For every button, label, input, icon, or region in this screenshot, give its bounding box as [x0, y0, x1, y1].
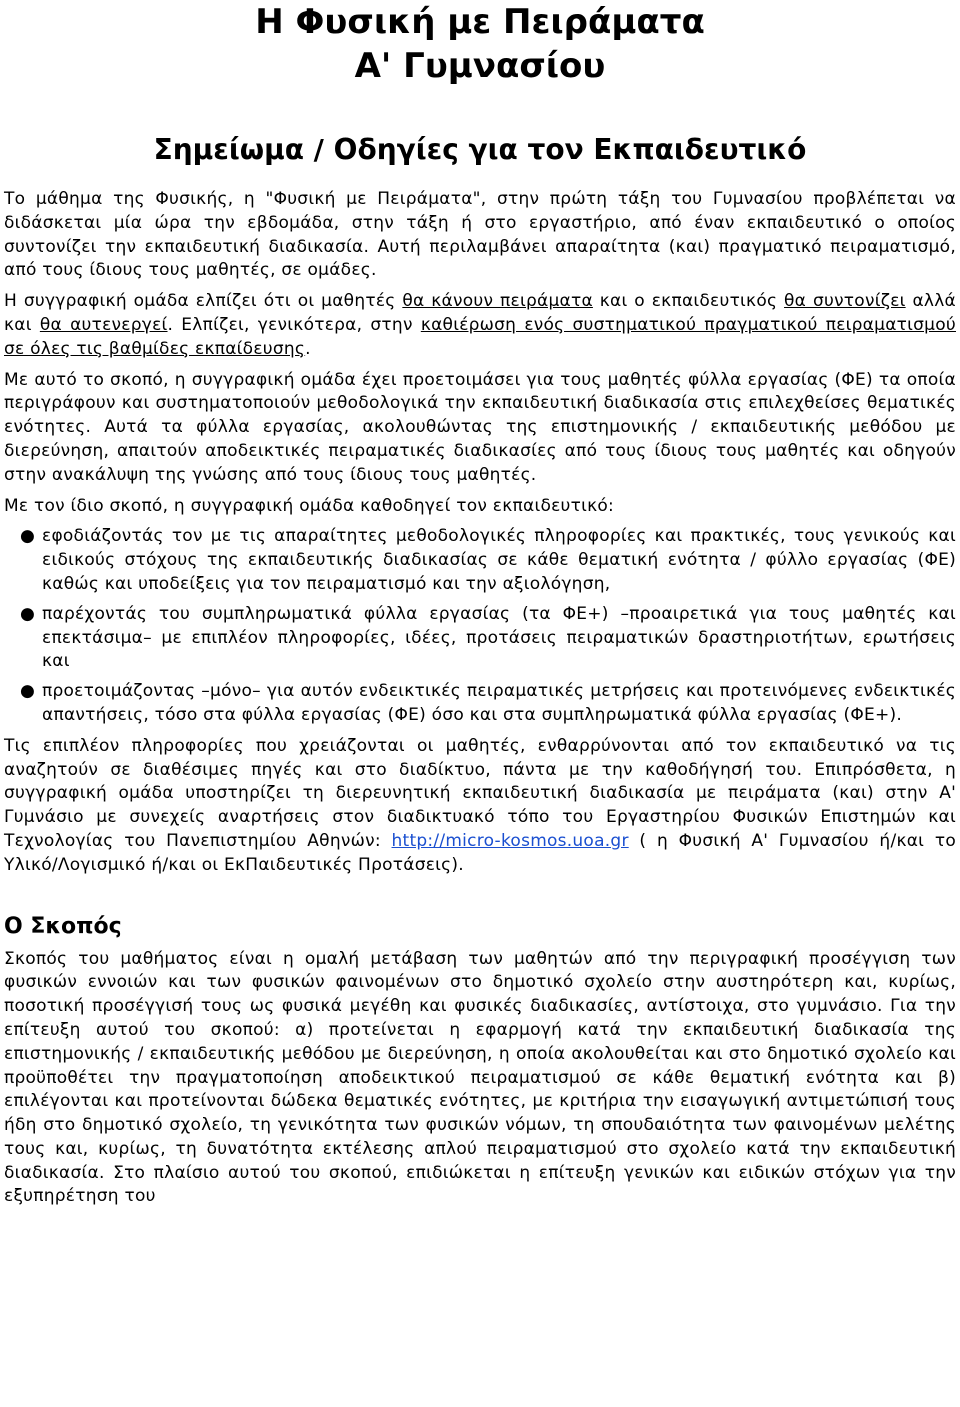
list-item [20, 603, 956, 674]
closing-paragraph [4, 735, 956, 878]
bullet-icon: ● [20, 526, 36, 547]
text-run: Η συγγραφική ομάδα ελπίζει ότι οι μαθητές [4, 291, 403, 312]
intro-paragraph-4: Με τον ίδιο σκοπό, η συγγραφική ομάδα καθοδηγεί τον εκπαιδευτικό: [4, 495, 615, 516]
intro-paragraph-1: Το μάθημα της Φυσικής, η "Φυσική με Πειράματα", στην πρώτη τάξη του Γυμνασίου προβλέπεται να διδάσκεται μία ώρα την εβδομάδα, στην τάξη ή στο εργαστήριο, από έναν εκπαιδευτικό ο οποίος συντονίζει την εκπαιδευτική διαδικασία. Αυτή περιλαμβάνει απαραίτητα (και) πραγματικό πειραματισμό, από τους ίδιους τους μαθητές, σε ομάδες. [4, 189, 956, 281]
bullet-icon: ● [20, 603, 36, 624]
list-item [20, 680, 956, 728]
list-item [20, 525, 956, 596]
title-line-2: Α' Γυμνασίου [354, 46, 606, 86]
section-heading-purpose: Ο Σκοπός [4, 913, 122, 939]
document-title [4, 0, 956, 88]
text-run: . [305, 338, 311, 359]
text-run: . Ελπίζει, γενικότερα, στην [167, 314, 421, 335]
underlined-phrase: θα κάνουν πειράματα [402, 291, 593, 312]
title-line-1: Η Φυσική με Πειράματα [255, 2, 705, 42]
purpose-paragraph: Σκοπός του μαθήματος είναι η ομαλή μετάβαση των μαθητών από την περιγραφική προσέγγιση των φυσικών εννοιών και των φυσικών φαινομένων στο δημοτικό σχολείο στην αυστηρότερη και, κυρίως, ποσοτική προσέγγισή τους ως φυσικά μεγέθη και φυσικές διαδικασίες, αντίστοιχα, στο γυμνάσιο. Για την επίτευξη αυτού του σκοπού: α) προτείνεται η εφαρμογή κατά την εκπαιδευτική διαδικασία της επιστημονικής / εκπαιδευτικής μεθόδου με διερεύνηση, η οποία ακολουθείται και στο δημοτικό σχολείο και προϋποθέτει την πραγματοποίηση αποδεικτικού πειραματισμού σε κάθε θεματική ενότητα και β) επιλέγονται και προτείνονται δώδεκα θεματικές ενότητες, με κριτήρια την εισαγωγική αντιμετώπισή τους ήδη στο δημοτικό σχολείο, τη γενικότητα των φυσικών νόμων, τη σπουδαιότητα των φαινομένων μελέτης τους και, κυρίως, τη δυνατότητα εκτέλεσης απλού πειραματισμού στο σχολείο κατά την εκπαιδευτική διαδικασία. Στο πλαίσιο αυτού του σκοπού, επιδιώκεται η επίτευξη γενικών και ειδικών στόχων για την εξυπηρέτηση του [4, 948, 956, 1207]
text-run: και ο εκπαιδευτικός [592, 291, 785, 312]
bullet-icon: ● [20, 681, 36, 702]
list-item-text: προετοιμάζοντας –μόνο– για αυτόν ενδεικτικές πειραματικές μετρήσεις και προτεινόμενες ενδεικτικές απαντήσεις, τόσο στα φύλλα εργασίας (ΦΕ) όσο και στα συμπληρωματικά φύλλα εργασίας (ΦΕ+). [42, 681, 956, 725]
underlined-phrase: θα συντονίζει [784, 291, 906, 312]
list-item-text: εφοδιάζοντάς τον με τις απαραίτητες μεθοδολογικές πληροφορίες και πρακτικές, τους γενικούς και ειδικούς στόχους της εκπαιδευτικής διαδικασίας σε κάθε θεματική ενότητα / φύλλο εργασίας (ΦΕ) καθώς και υποδείξεις για τον πειραματισμό και την αξιολόγηση, [42, 526, 956, 594]
website-link[interactable]: http://micro-kosmos.uoa.gr [391, 830, 629, 851]
intro-paragraph-2 [4, 290, 956, 361]
text-run: Τις επιπλέον πληροφορίες που χρειάζονται οι μαθητές, ενθαρρύνονται από τον εκπαιδευτικό να τις αναζητούν σε διαθέσιμες πηγές και στο διαδίκτυο, πάντα με την καθοδήγησή του. Επιπρόσθετα, η συγγραφική ομάδα υποστηρίζει τη διερευνητική εκπαιδευτική διαδικασία με πειράματα (και) στην Α' Γυμνάσιο με συνεχείς αναρτήσεις στον διαδικτυακό τόπο του Εργαστηρίου Φυσικών Επιστημών και Τεχνολογίας του Πανεπιστημίου Αθηνών: [4, 735, 956, 851]
underlined-phrase: καθιέρωση ενός συστηματικού πραγματικού πειραματισμού σε όλες τις βαθμίδες εκπαίδευσης [4, 314, 956, 359]
document-subtitle: Σημείωμα / Οδηγίες για τον Εκπαιδευτικό [153, 133, 807, 166]
intro-paragraph-3: Με αυτό το σκοπό, η συγγραφική ομάδα έχει προετοιμάσει για τους μαθητές φύλλα εργασίας (ΦΕ) τα οποία περιγράφουν και συστηματοποιούν μεθοδολογικά την εκπαιδευτική διαδικασία στις επιλεχθείσες θεματικές ενότητες. Αυτά τα φύλλα εργασίας, ακολουθώντας της επιστημονικής / εκπαιδευτικής μεθόδου με διερεύνηση, απαιτούν αποδεικτικές πειραματικές διαδικασίες από τους ίδιους τους μαθητές και οδηγούν στην ανακάλυψη της γνώσης από τους ίδιους τους μαθητές. [4, 369, 956, 485]
guidance-list [4, 525, 956, 727]
document-page [2, 0, 958, 1209]
list-item-text: παρέχοντάς του συμπληρωματικά φύλλα εργασίας (τα ΦΕ+) –προαιρετικά για τους μαθητές και επεκτάσιμα– με επιπλέον πληροφορίες, ιδέες, προτάσεις πειραματικών δραστηριοτήτων, ερωτήσεις και [42, 603, 956, 672]
underlined-phrase: θα αυτενεργεί [39, 314, 168, 335]
text-run: ( η Φυσική Α' Γυμνασίου ή/και το Υλικό/Λογισμικό ή/και οι ΕκΠαιδευτικές Προτάσεις). [4, 830, 956, 875]
text-run: αλλά και [4, 291, 956, 335]
